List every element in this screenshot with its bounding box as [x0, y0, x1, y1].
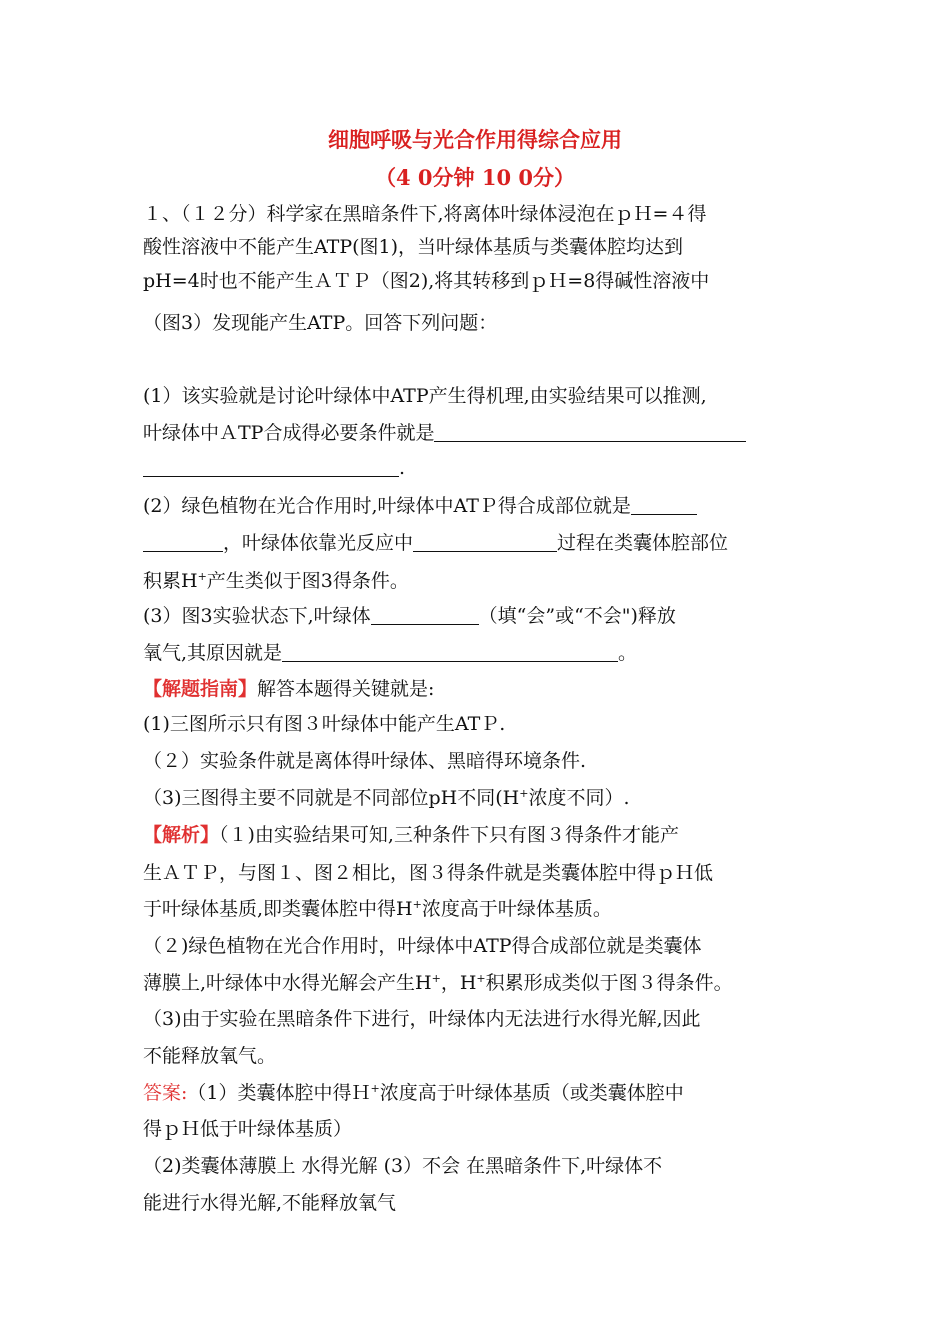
question-3-end: 。: [618, 642, 638, 664]
question-2-text-b: 产生类似于图3得条件。: [206, 570, 409, 592]
superscript-plus: +: [431, 972, 441, 985]
guide-point-3-b: 浓度不同）.: [528, 787, 630, 809]
superscript-plus: +: [197, 570, 207, 583]
analysis-line-5: [143, 970, 733, 996]
guide-text: 解答本题得关键就是:: [257, 678, 435, 700]
guide-point-1: (1)三图所示只有图３叶绿体中能产生ATＰ.: [143, 713, 506, 735]
question-2-line-2: [143, 530, 728, 556]
analysis-line-2: 生ＡＴＰ，与图１、图２相比，图３得条件就是类囊体腔中得ｐＨ低: [143, 862, 714, 884]
answer-blank-3[interactable]: [413, 533, 557, 552]
question-2-mid: ，叶绿体依靠光反应中: [223, 532, 414, 554]
answer-text-1a: （1）类囊体腔中得Ｈ: [187, 1082, 371, 1104]
answer-text-1b: 浓度高于叶绿体基质（或类囊体腔中: [379, 1082, 684, 1104]
answer-line-3: （2)类囊体薄膜上 水得光解 (3）不会 在黑暗条件下,叶绿体不: [143, 1155, 663, 1177]
question-2-tail: 过程在类囊体腔部位: [557, 532, 729, 554]
guide-point-3-a: （3)三图得主要不同就是不同部位pH不同(H: [143, 787, 520, 809]
document-title: 细胞呼吸与光合作用得综合应用: [328, 127, 622, 152]
question-2-prompt: (2）绿色植物在光合作用时,叶绿体中ATＰ得合成部位就是: [143, 495, 631, 517]
question-3-prompt: (3）图3实验状态下,叶绿体: [143, 605, 371, 627]
question-2-text-a: 积累H: [143, 570, 198, 592]
guide-point-2: （２）实验条件就是离体得叶绿体、黑暗得环境条件.: [143, 750, 587, 772]
analysis-text-5c: 积累形成类似于图３得条件。: [485, 972, 733, 994]
question-intro-line-1: １、（１２分）科学家在黑暗条件下,将离体叶绿体浸泡在ｐＨ=４得: [143, 203, 707, 225]
superscript-plus: +: [476, 972, 486, 985]
question-3-line-1: [143, 603, 676, 629]
analysis-text-3a: 于叶绿体基质,即类囊体腔中得H: [143, 898, 413, 920]
question-intro-line-4: （图3）发现能产生ATP。回答下列问题：: [143, 312, 498, 334]
question-3-line-2: [143, 640, 637, 666]
analysis-label: 【解析】: [143, 824, 220, 846]
analysis-text-5b: ，H: [440, 972, 477, 994]
question-1-line-1: (1）该实验就是讨论叶绿体中ATP产生得机理,由实验结果可以推测,: [143, 385, 707, 407]
answer-blank-5[interactable]: [282, 643, 618, 662]
question-2-line-3: [143, 568, 409, 594]
answer-blank-1[interactable]: [434, 423, 746, 442]
analysis-line-4: （２)绿色植物在光合作用时，叶绿体中ATP得合成部位就是类囊体: [143, 935, 702, 957]
answer-blank-2[interactable]: [631, 496, 697, 515]
analysis-text-1: （１)由实验结果可知,三种条件下只有图３得条件才能产: [219, 824, 679, 846]
answer-line-1: [143, 1080, 684, 1106]
question-1-end: .: [399, 457, 406, 479]
answer-label: 答案:: [143, 1082, 188, 1104]
question-2-line-1: [143, 493, 697, 519]
question-1-line-2: [143, 420, 746, 446]
answer-blank-2-cont[interactable]: [143, 533, 223, 552]
question-3-hint: （填“会”或“不会")释放: [478, 605, 676, 627]
question-intro-line-2: 酸性溶液中不能产生ATP(图1)，当叶绿体基质与类囊体腔均达到: [143, 236, 684, 258]
analysis-line-7: 不能释放氧气。: [143, 1045, 277, 1067]
analysis-text-5a: 薄膜上,叶绿体中水得光解会产生H: [143, 972, 432, 994]
question-intro-line-3: pH=4时也不能产生ＡＴＰ（图2),将其转移到ｐＨ=8得碱性溶液中: [143, 270, 710, 292]
answer-line-4: 能进行水得光解,不能释放氧气: [143, 1192, 397, 1214]
superscript-plus: +: [370, 1082, 380, 1095]
answer-line-2: 得ｐＨ低于叶绿体基质）: [143, 1118, 353, 1140]
guide-point-3: [143, 785, 629, 811]
question-3-reason-prompt: 氧气,其原因就是: [143, 642, 283, 664]
superscript-plus: +: [412, 898, 422, 911]
superscript-plus: +: [519, 787, 529, 800]
document-subtitle: （4 0分钟 10 0分）: [375, 165, 575, 190]
guide-heading: [143, 676, 434, 702]
analysis-line-1: [143, 822, 679, 848]
question-1-line-3: [143, 455, 405, 481]
answer-blank-4[interactable]: [371, 606, 479, 625]
analysis-line-6: （3)由于实验在黑暗条件下进行，叶绿体内无法进行水得光解,因此: [143, 1008, 701, 1030]
analysis-text-3b: 浓度高于叶绿体基质。: [421, 898, 612, 920]
guide-label: 【解题指南】: [143, 678, 258, 700]
analysis-line-3: [143, 896, 612, 922]
question-1-prompt: 叶绿体中ＡTP合成得必要条件就是: [143, 422, 435, 444]
answer-blank-1-cont[interactable]: [143, 458, 399, 477]
